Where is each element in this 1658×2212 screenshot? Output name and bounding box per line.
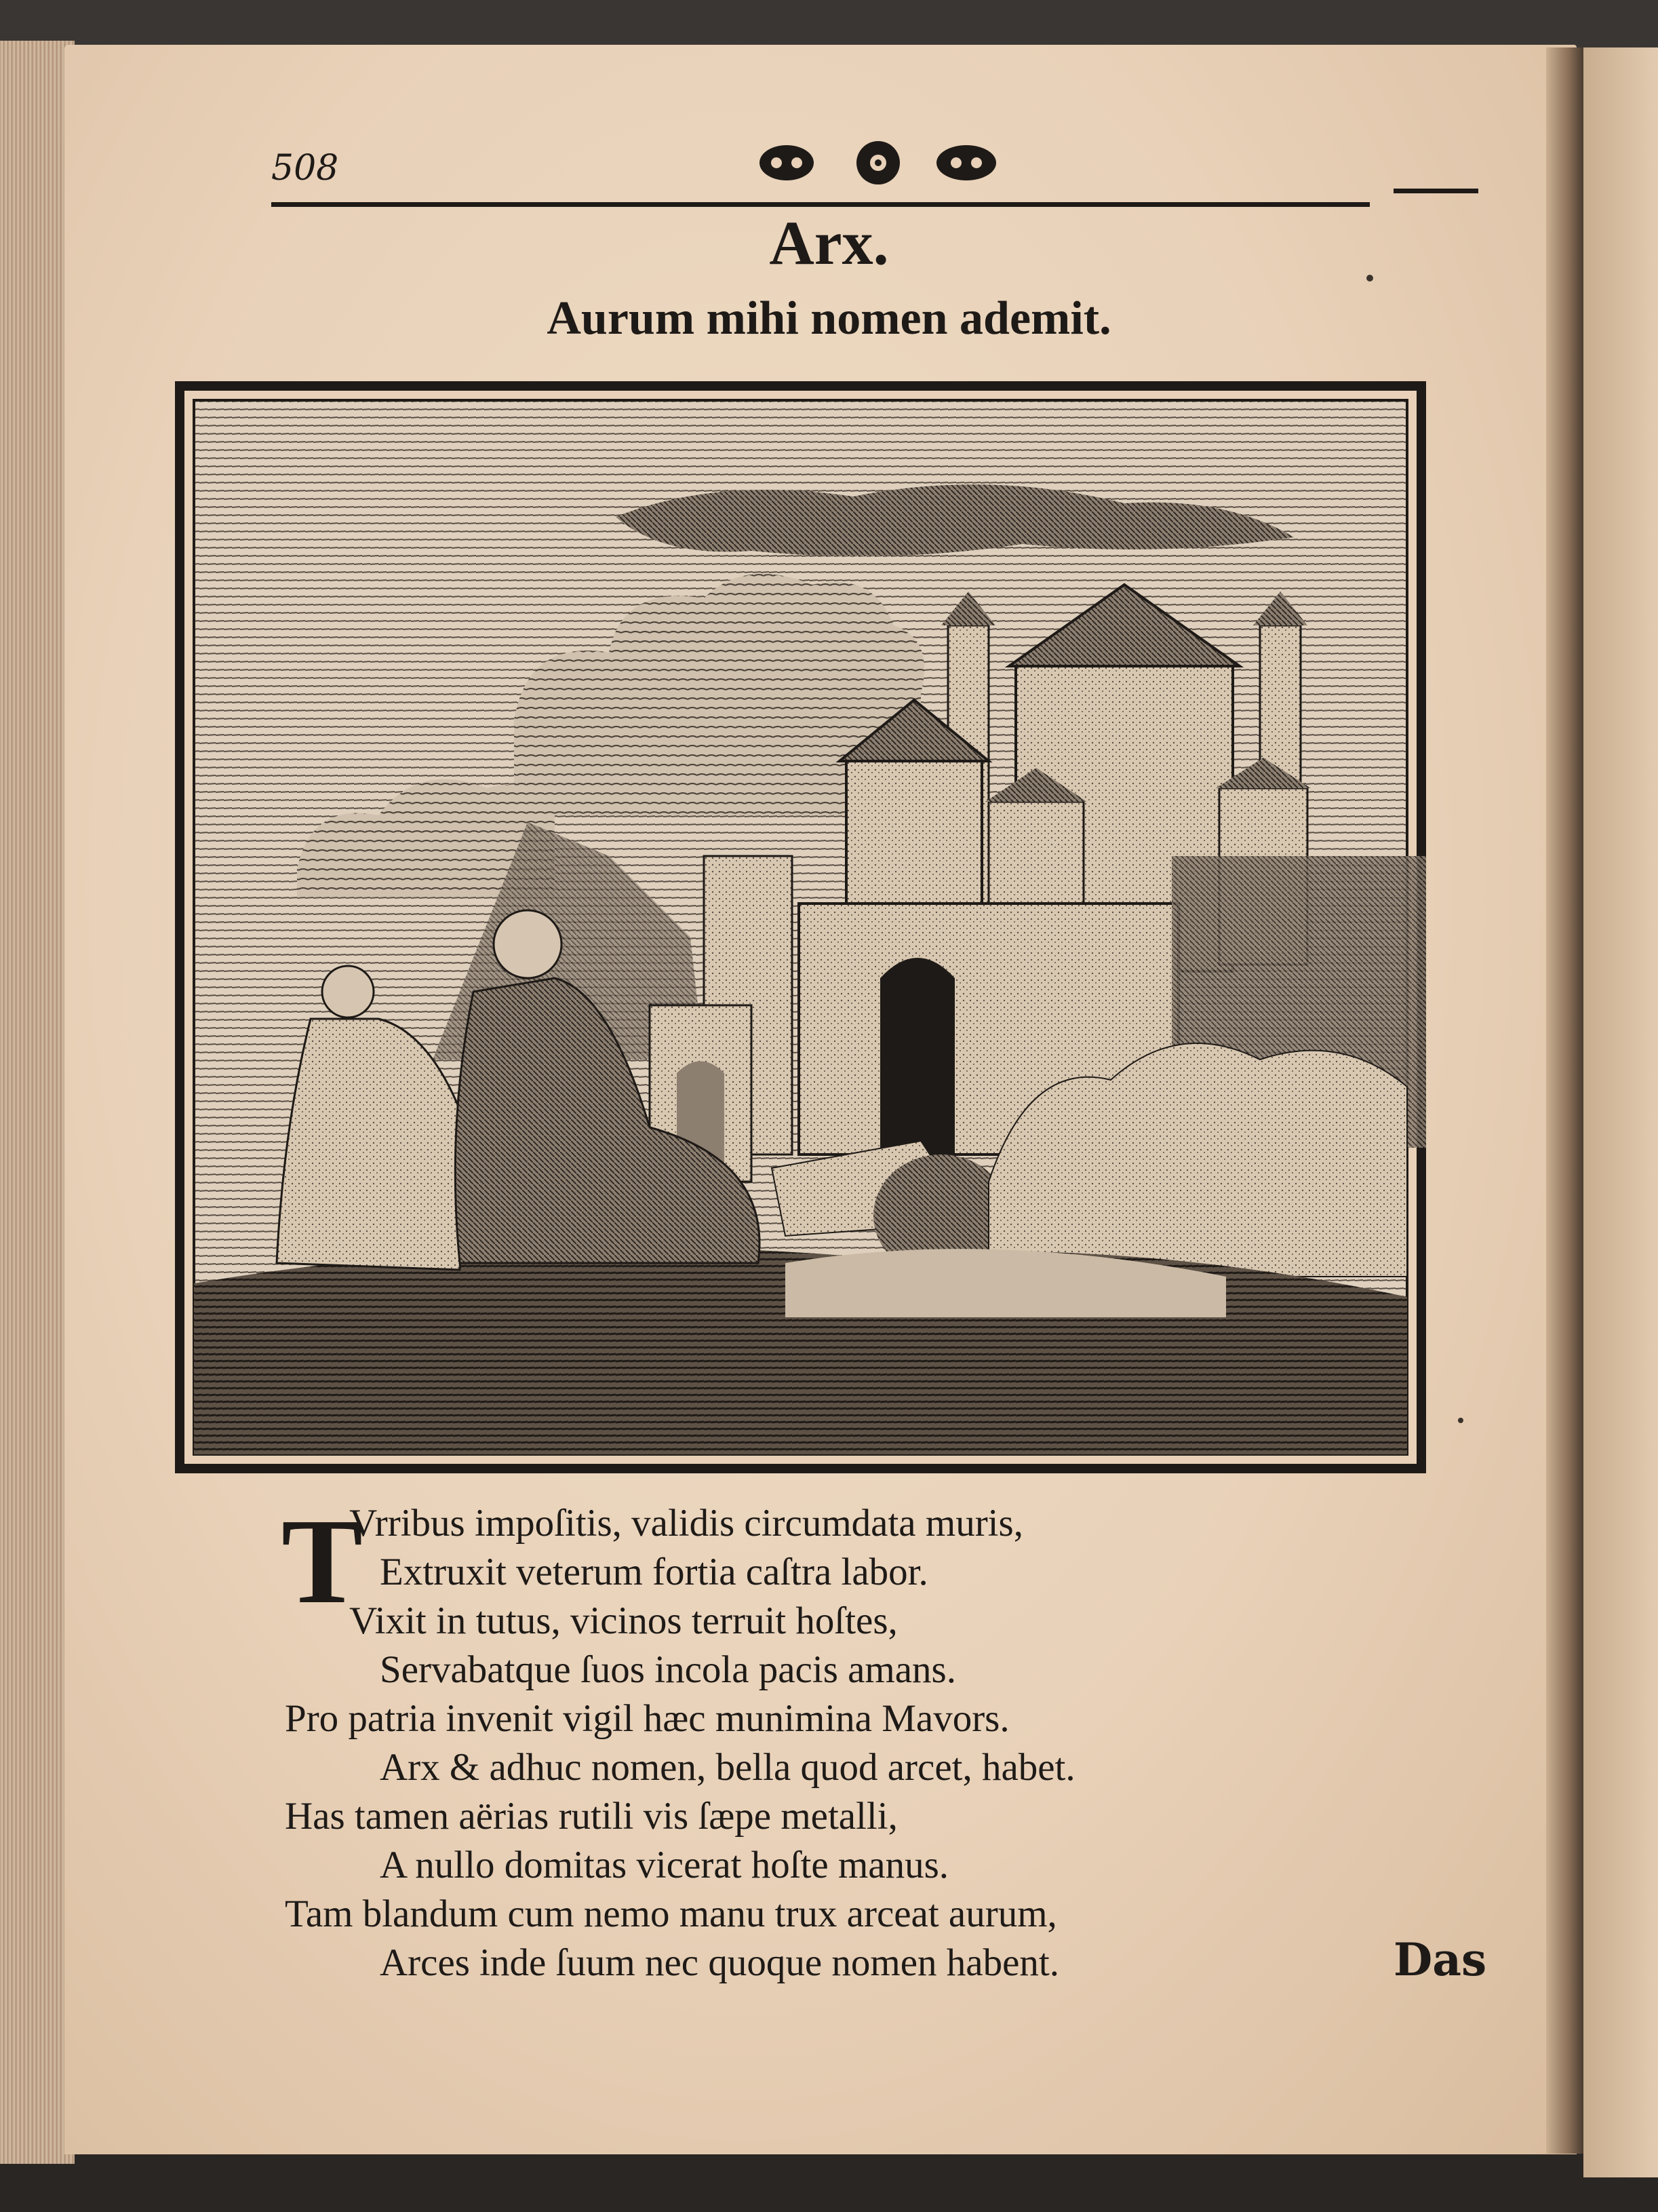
- poem-line: Tam blandum cum nemo manu trux arceat aurum,: [285, 1893, 1057, 1935]
- poem-line: Arces inde ſuum nec quoque nomen habent.: [380, 1941, 1059, 1984]
- poem: [285, 1499, 1302, 1987]
- header-rule: [271, 202, 1370, 207]
- paper-speck: [1458, 1418, 1463, 1423]
- poem-line: Arx & adhuc nomen, bella quod arcet, habet.: [380, 1746, 1075, 1789]
- poem-line: Vixit in tutus, vicinos terruit hoſtes,: [349, 1599, 898, 1642]
- poem-line: Has tamen aërias rutili vis ſæpe metalli,: [285, 1795, 898, 1838]
- page-number: 508: [271, 148, 339, 189]
- book-gutter: [1546, 47, 1583, 2154]
- drop-cap: T: [281, 1494, 363, 1629]
- poem-line: Vrribus impoſitis, validis circumdata muris,: [349, 1502, 1023, 1545]
- motto: Aurum mihi nomen ademit.: [547, 292, 1111, 345]
- page-stack-edge: [0, 41, 75, 2164]
- header-ornament-icon: [756, 136, 1000, 190]
- poem-line: Servabatque ſuos incola pacis amans.: [380, 1648, 956, 1691]
- paper-speck: [1366, 275, 1373, 282]
- catchword: Das: [1394, 1933, 1487, 1986]
- page-title: Arx.: [769, 208, 889, 277]
- poem-line: Extruxit veterum fortia caſtra labor.: [380, 1551, 928, 1593]
- poem-line: A nullo domitas vicerat hoſte manus.: [380, 1844, 949, 1886]
- poem-line: Pro patria invenit vigil hæc munimina Mavors.: [285, 1697, 1010, 1740]
- scan-background: [0, 0, 1658, 47]
- header-rule-short: [1394, 189, 1478, 193]
- castle-engraving: [175, 381, 1426, 1473]
- facing-page-edge: [1583, 47, 1658, 2177]
